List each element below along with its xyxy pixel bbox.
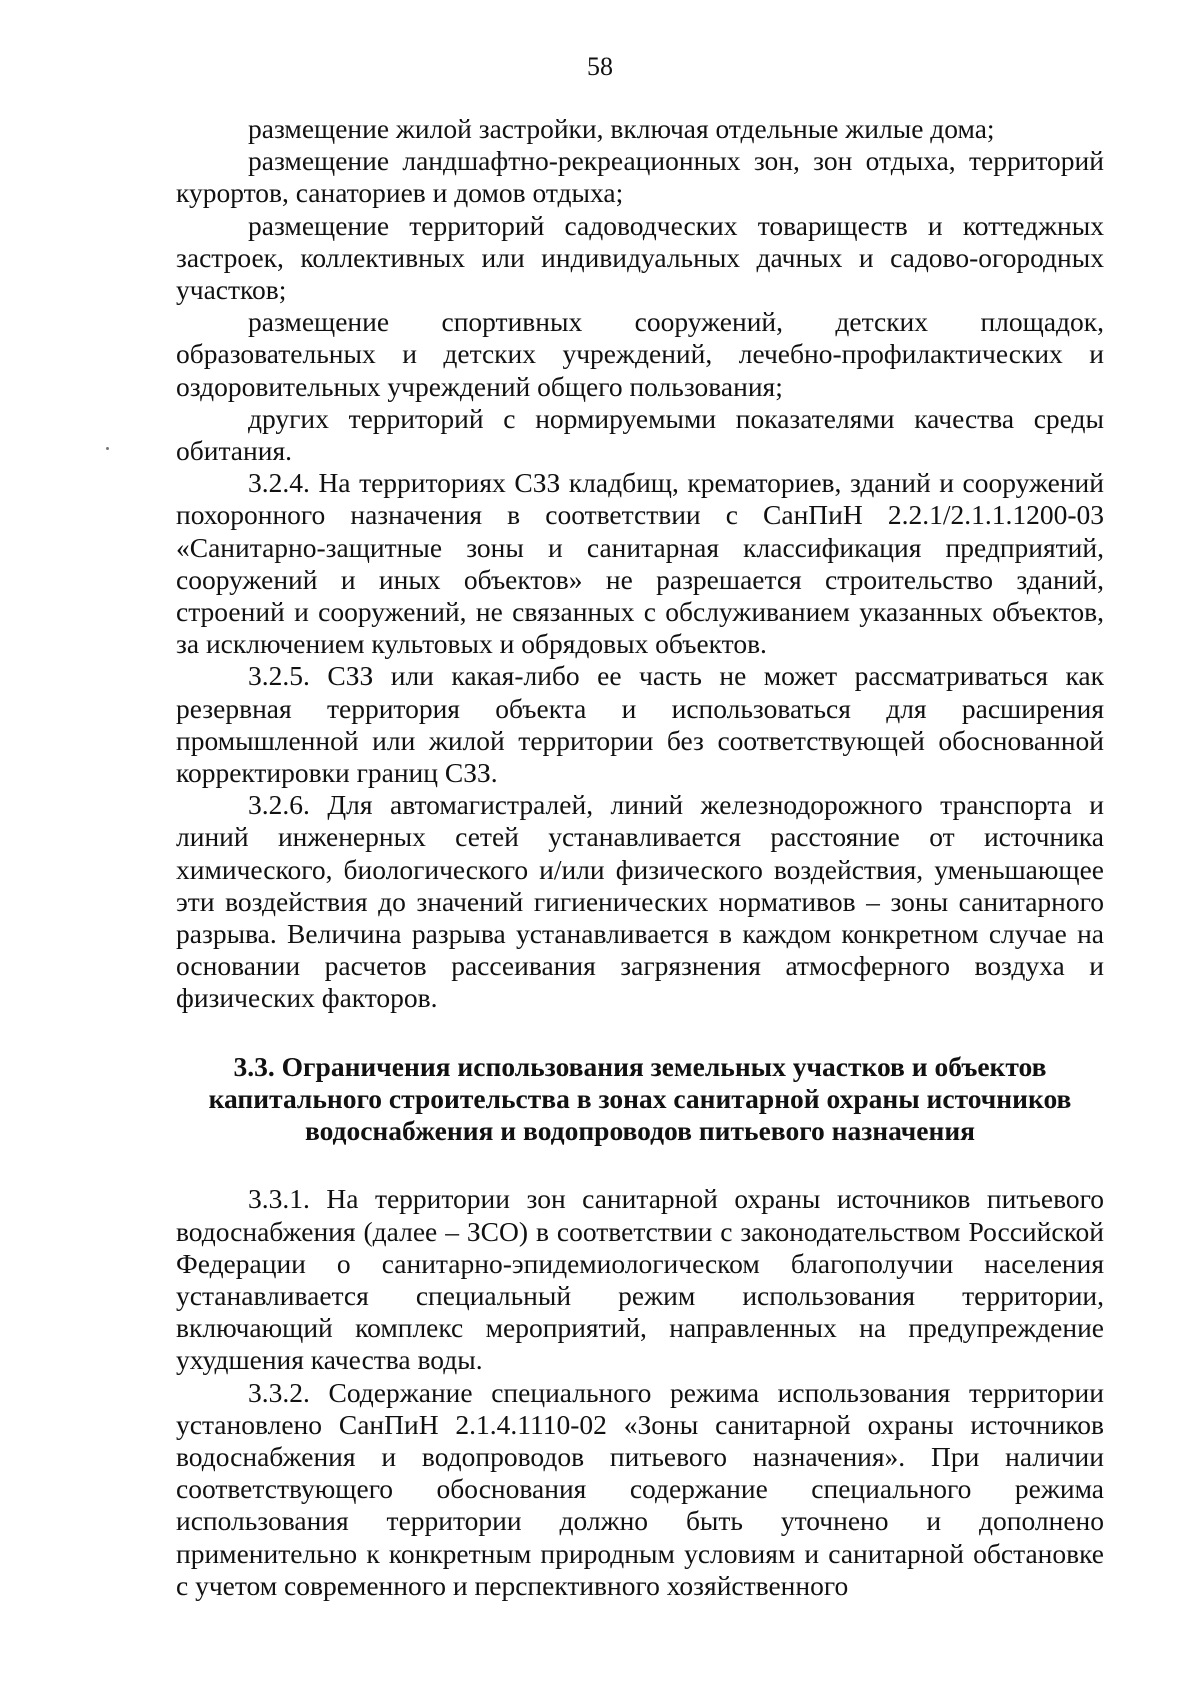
paragraph-recreation: размещение ландшафтно-рекреационных зон, зон отдыха, территорий курортов, санаториев и домов отдыха; <box>176 145 1104 209</box>
paragraph-residential: размещение жилой застройки, включая отдельные жилые дома; <box>248 113 995 144</box>
section-heading-line-3: водоснабжения и водопроводов питьевого назначения <box>304 1115 976 1147</box>
paragraph-sports: размещение спортивных сооружений, детских площадок, образовательных и детских учреждений, лечебно-профилактических и оздоровительных учреждений общего пользования; <box>176 306 1104 402</box>
paragraph-garden: размещение территорий садоводческих товариществ и коттеджных застроек, коллективных или индивидуальных дачных и садово-огородных участков; <box>176 209 1104 306</box>
section-heading-line-2: капитального строительства в зонах санитарной охраны источников <box>208 1082 1072 1114</box>
page-number: 58 <box>587 52 613 81</box>
section-heading <box>176 1051 1104 1148</box>
spacer <box>176 1147 1104 1183</box>
paragraph-3-2-6: 3.2.6. Для автомагистралей, линий железнодорожного транспорта и линий инженерных сетей устанавливается расстояние от источника химического, биологического и/или физического воздействия, уменьшающее эти воздействия до значений гигиенических нормативов – зоны санитарного разрыва. Величина разрыва устанавливается в каждом конкретном случае на основании расчетов рассеивания загрязнения атмосферного воздуха и физических факторов. <box>176 789 1104 1014</box>
paragraph-3-2-5: 3.2.5. СЗЗ или какая-либо ее часть не может рассматриваться как резервная территория объекта и использоваться для расширения промышленной или жилой территории без соответствующей обоснованной корректировки границ СЗЗ. <box>176 660 1104 789</box>
scan-speck <box>106 447 109 450</box>
section-heading-line-1: 3.3. Ограничения использования земельных участков и объектов <box>233 1050 1047 1082</box>
paragraph-3-3-1: 3.3.1. На территории зон санитарной охраны источников питьевого водоснабжения (далее – ЗСО) в соответствии с законодательством Российской Федерации о санитарно-эпидемиологическом благополучии населения устанавливается специальный режим использования территории, включающий комплекс мероприятий, направленных на предупреждение ухудшения качества воды. <box>176 1183 1104 1376</box>
paragraph-3-2-4: 3.2.4. На территориях СЗЗ кладбищ, крематориев, зданий и сооружений похоронного назначения в соответствии с СанПиН 2.2.1/2.1.1.1200-03 «Санитарно-защитные зоны и санитарная классификация предприятий, сооружений и иных объектов» не разрешается строительство зданий, строений и сооружений, не связанных с обслуживанием указанных объектов, за исключением культовых и обрядовых объектов. <box>176 467 1104 660</box>
paragraph-other-territories: других территорий с нормируемыми показателями качества среды обитания. <box>176 402 1104 467</box>
spacer <box>176 1015 1104 1051</box>
paragraph-3-3-2: 3.3.2. Содержание специального режима использования территории установлено СанПиН 2.1.4.1110-02 «Зоны санитарной охраны источников водоснабжения и водопроводов питьевого назначения». При наличии соответствующего обоснования содержание специального режима использования территории должно быть уточнено и дополнено применительно к конкретным природным условиям и санитарной обстановке с учетом современного и перспективного хозяйственного <box>176 1376 1104 1601</box>
document-body <box>176 113 1104 1602</box>
